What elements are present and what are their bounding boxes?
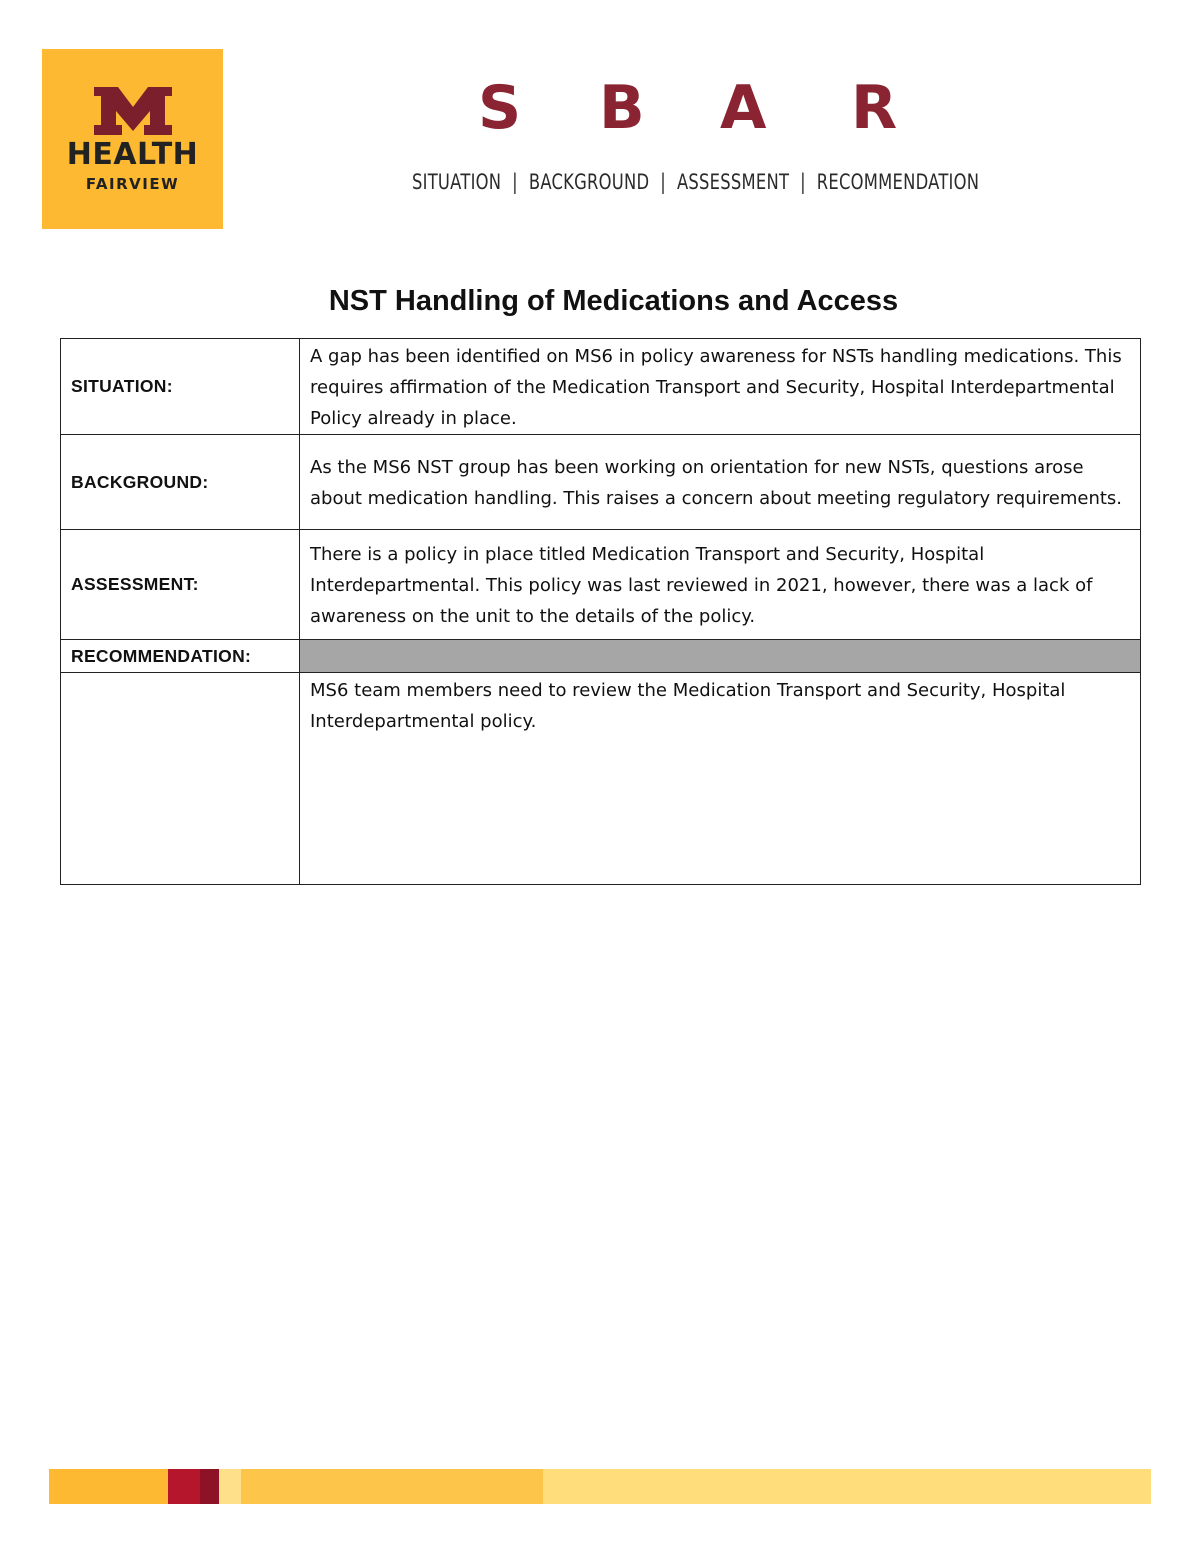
sbar-sub-background: BACKGROUND [528, 170, 650, 194]
sbar-letter-s: S [478, 73, 522, 143]
assessment-row [61, 530, 1141, 640]
sbar-sub-situation: SITUATION [412, 170, 502, 194]
assessment-label: ASSESSMENT: [61, 530, 300, 640]
sbar-subtitle [412, 170, 979, 194]
m-block-icon [92, 87, 174, 135]
document-title: NST Handling of Medications and Access [328, 285, 899, 317]
footer-bar-gold [49, 1469, 168, 1504]
background-row [61, 435, 1141, 530]
situation-label: SITUATION: [61, 339, 300, 435]
sbar-sub-separator: | [512, 170, 518, 194]
recommendation-label: RECOMMENDATION: [61, 640, 300, 673]
recommendation-row [61, 673, 1141, 885]
recommendation-header-row [61, 640, 1141, 673]
situation-text: A gap has been identified on MS6 in policy awareness for NSTs handling medications. This requires affirmation of the Medication Transport and Security, Hospital Interdepartmental Policy already in place. [300, 339, 1141, 435]
logo-fairview-text: FAIRVIEW [85, 175, 180, 193]
footer-bar-red [168, 1469, 200, 1504]
recommendation-empty-cell [61, 673, 300, 885]
recommendation-header-fill [300, 640, 1141, 673]
health-fairview-logo [42, 49, 223, 229]
sbar-letter-a: A [720, 73, 767, 143]
sbar-sub-separator: | [660, 170, 667, 194]
sbar-letter-r: R [851, 73, 898, 143]
logo-health-text: HEALTH [66, 137, 199, 172]
sbar-letter-b: B [599, 73, 645, 143]
sbar-sub-separator: | [800, 170, 806, 194]
background-label: BACKGROUND: [61, 435, 300, 530]
footer-bar-amber [241, 1469, 543, 1504]
footer-bar-pale [219, 1469, 241, 1504]
situation-row [61, 339, 1141, 435]
recommendation-text: MS6 team members need to review the Medication Transport and Security, Hospital Interdepartmental policy. [300, 673, 1141, 885]
footer-bar-maroon [200, 1469, 219, 1504]
sbar-table [60, 338, 1141, 885]
sbar-sub-recommendation: RECOMMENDATION [816, 170, 980, 194]
background-text: As the MS6 NST group has been working on orientation for new NSTs, questions arose about medication handling. This raises a concern about meeting regulatory requirements. [300, 435, 1141, 530]
sbar-sub-assessment: ASSESSMENT [676, 170, 790, 194]
assessment-text: There is a policy in place titled Medication Transport and Security, Hospital Interdepartmental. This policy was last reviewed in 2021, however, there was a lack of awareness on the unit to the details of the policy. [300, 530, 1141, 640]
footer-bar-light [543, 1469, 1151, 1504]
